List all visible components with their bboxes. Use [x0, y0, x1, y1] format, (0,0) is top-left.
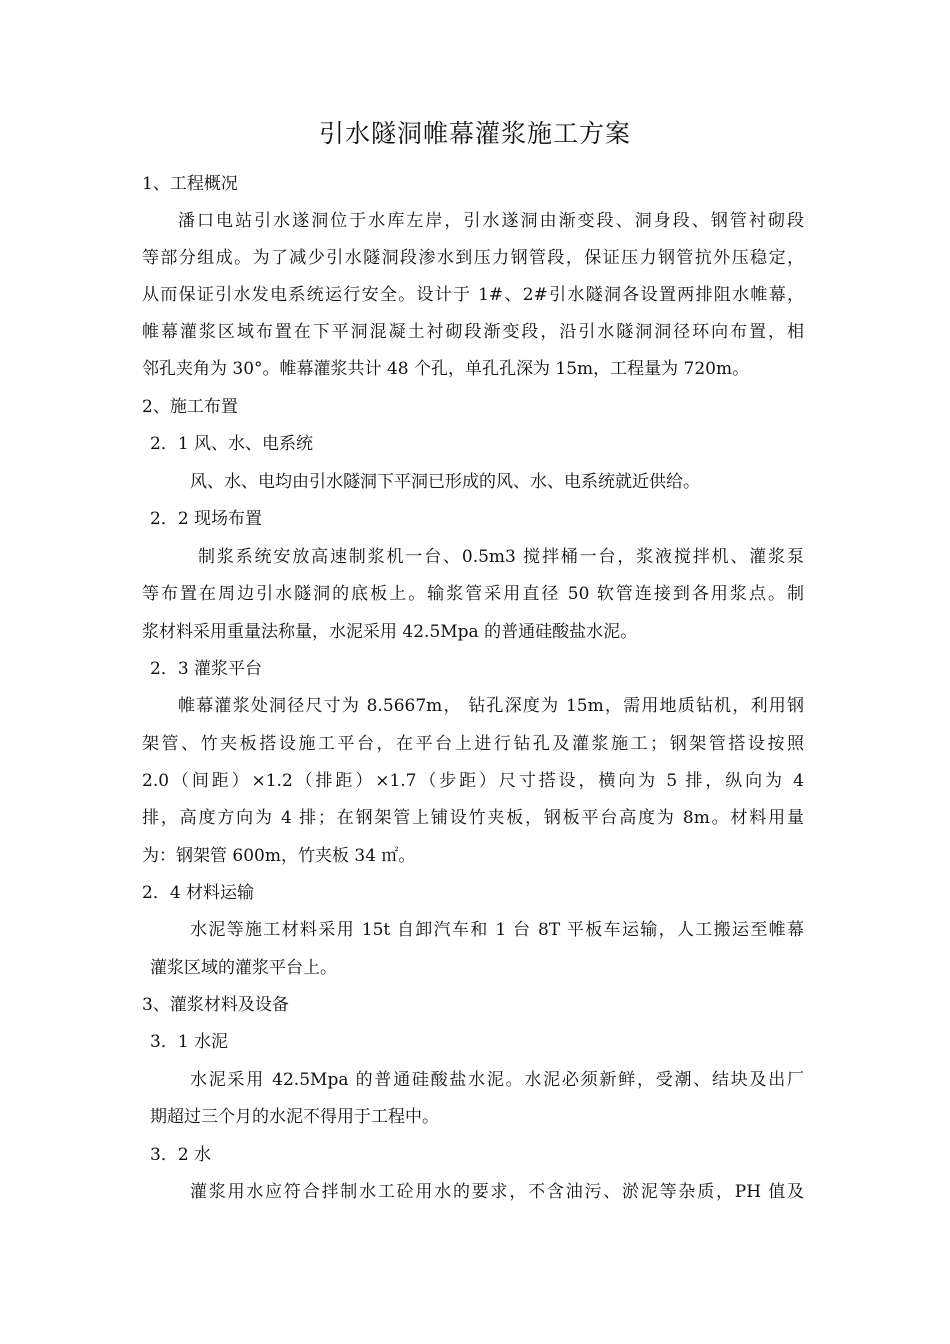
heading-2: 2、施工布置 [142, 397, 238, 417]
subheading-3-1: 3．1 水泥 [150, 1032, 229, 1052]
subheading-2-2: 2．2 现场布置 [150, 509, 263, 529]
subheading-2-3: 2．3 灌浆平台 [150, 659, 263, 679]
paragraph-line: 水泥采用 42.5Mpa 的普通硅酸盐水泥。水泥必须新鲜，受潮、结块及出厂 [190, 1070, 804, 1090]
paragraph-line: 邻孔夹角为 30°。帷幕灌浆共计 48 个孔，单孔孔深为 15m，工程量为 720m。 [142, 359, 750, 379]
paragraph-line: 水泥等施工材料采用 15t 自卸汽车和 1 台 8T 平板车运输，人工搬运至帷幕 [190, 920, 804, 940]
paragraph-line: 帷幕灌浆区域布置在下平洞混凝土衬砌段渐变段，沿引水隧洞洞径环向布置，相 [142, 322, 804, 342]
subheading-2-1: 2．1 风、水、电系统 [150, 434, 314, 454]
paragraph-line: 浆材料采用重量法称量，水泥采用 42.5Mpa 的普通硅酸盐水泥。 [142, 622, 638, 642]
paragraph-line: 等部分组成。为了减少引水隧洞段渗水到压力钢管段，保证压力钢管抗外压稳定， [142, 248, 804, 268]
paragraph-line: 灌浆区域的灌浆平台上。 [150, 958, 337, 978]
paragraph-line: 为：钢架管 600m，竹夹板 34 ㎡。 [142, 846, 416, 866]
paragraph-line: 从而保证引水发电系统运行安全。设计于 1#、2#引水隧洞各设置两排阻水帷幕， [142, 285, 804, 305]
paragraph-line: 帷幕灌浆处洞径尺寸为 8.5667m， 钻孔深度为 15m，需用地质钻机，利用钢 [178, 696, 804, 716]
paragraph-line: 期超过三个月的水泥不得用于工程中。 [150, 1107, 439, 1127]
subheading-2-4: 2．4 材料运输 [142, 883, 255, 903]
paragraph-line: 潘口电站引水遂洞位于水库左岸，引水遂洞由渐变段、洞身段、钢管衬砌段 [178, 211, 804, 231]
subheading-3-2: 3．2 水 [150, 1145, 212, 1165]
paragraph-line: 等布置在周边引水隧洞的底板上。输浆管采用直径 50 软管连接到各用浆点。制 [142, 584, 804, 604]
paragraph-line: 风、水、电均由引水隧洞下平洞已形成的风、水、电系统就近供给。 [190, 472, 700, 492]
paragraph-line: 排，高度方向为 4 排；在钢架管上铺设竹夹板，钢板平台高度为 8m。材料用量 [142, 808, 804, 828]
paragraph-line: 灌浆用水应符合拌制水工砼用水的要求，不含油污、淤泥等杂质，PH 值及 [190, 1182, 804, 1202]
paragraph-line: 架管、竹夹板搭设施工平台，在平台上进行钻孔及灌浆施工；钢架管搭设按照 [142, 734, 804, 754]
heading-3: 3、灌浆材料及设备 [142, 995, 289, 1015]
heading-1: 1、工程概况 [142, 174, 238, 194]
document-title: 引水隧洞帷幕灌浆施工方案 [318, 119, 631, 148]
paragraph-line: 2.0（间距）×1.2（排距）×1.7（步距）尺寸搭设，横向为 5 排，纵向为 4 [142, 771, 804, 791]
paragraph-line: 制浆系统安放高速制浆机一台、0.5m3 搅拌桶一台，浆液搅拌机、灌浆泵 [198, 547, 804, 567]
